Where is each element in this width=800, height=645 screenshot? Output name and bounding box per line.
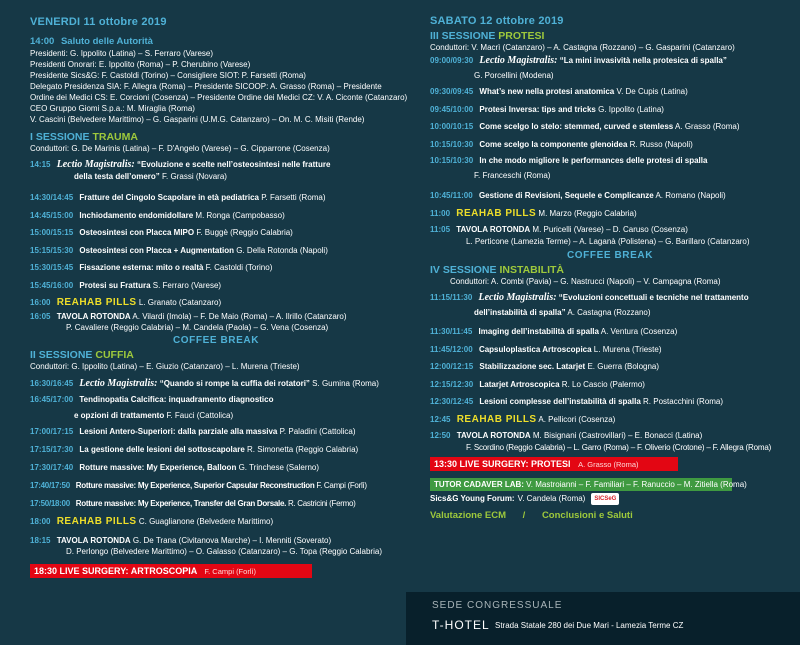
lectio-speaker: S. Gumina (Roma) bbox=[312, 379, 379, 388]
reahab-label: REAHAB PILLS bbox=[56, 516, 137, 527]
talk-time: 16:45/17:00 bbox=[30, 395, 74, 404]
talk-row bbox=[430, 118, 790, 136]
talk-time: 12:30/12:45 bbox=[430, 397, 474, 406]
tavola-names: M. Puricelli (Varese) – D. Caruso (Cosenza) bbox=[532, 225, 688, 234]
tavola-names: M. Bisignani (Castrovillari) – E. Bonacci (Latina) bbox=[532, 430, 703, 440]
lectio-label: Lectio Magistralis: bbox=[79, 378, 158, 389]
talk-speaker: A. Romano (Napoli) bbox=[655, 191, 726, 200]
lectio-title-cont: della testa dell’omero” bbox=[74, 172, 160, 181]
talk-time: 10:15/10:30 bbox=[430, 156, 474, 165]
talk-time: 09:30/09:45 bbox=[430, 87, 474, 96]
talk-time: 14:45/15:00 bbox=[30, 210, 74, 220]
talk-speaker: F. Castoldi (Torino) bbox=[205, 263, 273, 272]
talk-speaker: A. Ventura (Cosenza) bbox=[600, 327, 678, 336]
tavola-time: 12:50 bbox=[430, 430, 451, 440]
talk-time: 15:15/15:30 bbox=[30, 245, 74, 255]
session3-lectio-speaker: G. Porcellini (Modena) bbox=[474, 71, 554, 80]
session4-talks bbox=[430, 323, 790, 411]
talk-speaker: F. Buggè (Reggio Calabria) bbox=[196, 228, 293, 237]
reahab-time: 12:45 bbox=[430, 414, 451, 424]
saturday-column bbox=[430, 0, 790, 521]
talk-time: 11:45/12:00 bbox=[430, 344, 473, 354]
talk-title: Come scelgo lo stelo: stemmed, curved e stemless bbox=[479, 122, 674, 131]
session4-title bbox=[430, 264, 790, 276]
talk-time: 09:45/10:00 bbox=[430, 104, 474, 114]
reahab-time: 16:00 bbox=[30, 298, 51, 307]
session3-talks bbox=[430, 83, 790, 153]
footer-links bbox=[430, 510, 790, 521]
talk-title: Fratture del Cingolo Scapolare in età pediatrica bbox=[79, 193, 259, 202]
talk-speaker: F. Fauci (Cattolica) bbox=[166, 411, 234, 420]
reahab-speaker: M. Marzo (Reggio Calabria) bbox=[538, 209, 637, 218]
session3-lectio bbox=[430, 53, 790, 69]
session2-title bbox=[30, 349, 402, 361]
reahab-label: REAHAB PILLS bbox=[456, 413, 537, 425]
authorities-line: V. Cascini (Belvedere Marittimo) – G. Gasparini (U.M.G. Catanzaro) – On. M. C. Misiti (Rende) bbox=[30, 115, 365, 124]
talk-title: Lesioni Antero-Superiori: dalla parziale alla massiva bbox=[79, 427, 278, 436]
talk-speaker: S. Ferraro (Varese) bbox=[152, 280, 222, 290]
young-forum-label: Sics&G Young Forum: bbox=[430, 493, 515, 503]
tavola-time: 18:15 bbox=[30, 536, 51, 545]
session2-conductors: Conduttori: G. Ippolito (Latina) – E. Giuzio (Catanzaro) – L. Murena (Trieste) bbox=[30, 362, 300, 371]
talk-speaker: F. Campi (Forlì) bbox=[316, 481, 367, 490]
talk-speaker: G. Trinchese (Salerno) bbox=[238, 463, 320, 472]
talk-title: Latarjet Artroscopica bbox=[479, 379, 560, 389]
talk-row bbox=[430, 376, 790, 394]
talk-speaker: R. Russo (Napoli) bbox=[629, 139, 693, 149]
live-label: 18:30 LIVE SURGERY: ARTROSCOPIA bbox=[34, 566, 197, 576]
lectio-title: “Quando si rompe la cuffia dei rotatori” bbox=[159, 379, 310, 388]
reahab-speaker: L. Granato (Catanzaro) bbox=[138, 298, 222, 307]
talk-speaker: R. Castricini (Fermo) bbox=[287, 499, 356, 508]
talk-speaker: M. Ronga (Campobasso) bbox=[195, 210, 285, 220]
session4-tavola bbox=[430, 429, 790, 442]
talk-title: Gestione di Revisioni, Sequele e Complicanze bbox=[478, 191, 654, 200]
talk-speaker: R. Postacchini (Roma) bbox=[643, 397, 724, 406]
talk-title-cont: e opzioni di trattamento bbox=[74, 411, 165, 420]
session2-lectio bbox=[30, 376, 402, 392]
talk-time: 17:30/17:40 bbox=[30, 463, 74, 472]
talk-row bbox=[30, 441, 402, 459]
lectio-title: “Evoluzione e scelte nell’osteosintesi nelle fratture bbox=[137, 160, 331, 169]
talk-time: 11:30/11:45 bbox=[430, 327, 473, 336]
talk-title: Rotture massive: My Experience, Superior Capsular Reconstruction bbox=[75, 481, 315, 490]
session1-lectio-cont bbox=[30, 171, 402, 182]
talk-row bbox=[30, 259, 402, 277]
talk-row bbox=[30, 242, 402, 260]
talk-row bbox=[30, 224, 402, 242]
talk-time: 17:50/18:00 bbox=[30, 499, 70, 508]
reahab-time: 11:00 bbox=[430, 209, 451, 218]
lectio-title: “La mini invasività nella protesica di spalla” bbox=[559, 56, 727, 65]
session3-performances bbox=[430, 153, 790, 169]
session2-name: II SESSIONE bbox=[30, 349, 93, 361]
talk-title: Rotture massive: My Experience, Balloon bbox=[79, 463, 237, 472]
talk-time: 10:00/10:15 bbox=[430, 122, 474, 131]
talk-title: Lesioni complesse dell’instabilità di spalla bbox=[479, 397, 641, 406]
talk-speaker: G. Della Rotonda (Napoli) bbox=[236, 245, 328, 255]
tavola-label: TAVOLA ROTONDA bbox=[456, 225, 531, 234]
venue-title: SEDE CONGRESSUALE bbox=[432, 600, 563, 611]
talk-speaker: L. Murena (Trieste) bbox=[593, 344, 662, 354]
talk-speaker: P. Paladini (Cattolica) bbox=[279, 427, 356, 436]
session3-topic: PROTESI bbox=[498, 30, 545, 42]
lectio-label: Lectio Magistralis: bbox=[479, 55, 558, 66]
authorities-line: Presidenti Onorari: E. Ippolito (Roma) – P. Cherubino (Varese) bbox=[30, 60, 251, 69]
talk-speaker: G. Ippolito (Latina) bbox=[598, 104, 664, 114]
talk-row bbox=[430, 136, 790, 154]
live-speaker: F. Campi (Forlì) bbox=[204, 567, 257, 576]
talk-row bbox=[30, 277, 402, 295]
tavola-label: TAVOLA ROTONDA bbox=[56, 312, 131, 321]
session3-revisioni bbox=[430, 187, 790, 205]
lectio-title-cont: dell’instabilità di spalla” bbox=[474, 308, 566, 317]
live-surgery-protesi bbox=[430, 457, 678, 471]
talk-title: Fissazione esterna: mito o realtà bbox=[79, 263, 204, 272]
session2-tavola-cont: D. Perlongo (Belvedere Marittimo) – O. Galasso (Catanzaro) – G. Topa (Reggio Calabria) bbox=[66, 547, 382, 556]
session2-tendinopatia bbox=[30, 392, 402, 408]
talk-title: Capsuloplastica Artroscopica bbox=[478, 344, 592, 354]
friday-day-title: VENERDI 11 ottobre 2019 bbox=[30, 16, 167, 28]
lectio-speaker: F. Grassi (Novara) bbox=[162, 172, 227, 181]
reahab-label: REAHAB PILLS bbox=[56, 297, 137, 308]
talk-row bbox=[430, 323, 790, 341]
reahab-label: REAHAB PILLS bbox=[456, 208, 537, 219]
talk-row bbox=[430, 358, 790, 376]
lectio-title: “Evoluzioni concettuali e tecniche nel trattamento bbox=[558, 293, 749, 302]
young-forum bbox=[430, 493, 790, 505]
talk-row bbox=[430, 341, 790, 359]
session3-name: III SESSIONE bbox=[430, 30, 496, 42]
talk-row bbox=[30, 459, 402, 477]
session4-conductors: Conduttori: A. Combi (Pavia) – G. Nastrucci (Napoli) – V. Campagna (Roma) bbox=[450, 277, 721, 286]
talk-title: Osteosintesi con Placca MIPO bbox=[79, 228, 195, 237]
talk-time: 17:15/17:30 bbox=[30, 445, 74, 454]
talk-time: 10:15/10:30 bbox=[430, 139, 474, 149]
live-speaker: A. Grasso (Roma) bbox=[578, 459, 639, 469]
authorities-line: CEO Gruppo Giomi S.p.a.: M. Miraglia (Roma) bbox=[30, 104, 195, 113]
talk-speaker: A. Grasso (Roma) bbox=[675, 122, 740, 131]
session1-title bbox=[30, 131, 402, 143]
talk-title: Come scelgo la componente glenoidea bbox=[479, 139, 628, 149]
talk-title: Inchiodamento endomidollare bbox=[79, 210, 194, 220]
talk-row bbox=[430, 83, 790, 101]
talk-title: La gestione delle lesioni del sottoscapolare bbox=[79, 445, 245, 454]
lectio-label: Lectio Magistralis: bbox=[478, 292, 557, 303]
authorities-line: Ordine dei Medici CS: E. Corcioni (Cosenza) – Presidente Ordine dei Medici CZ: V. A. Ciconte (Catanzaro) bbox=[30, 93, 408, 102]
talk-title: Protesi Inversa: tips and tricks bbox=[479, 104, 596, 114]
session1-tavola-cont: P. Cavaliere (Reggio Calabria) – M. Candela (Paola) – G. Vena (Cosenza) bbox=[66, 323, 329, 332]
talk-title: Osteosintesi con Placca + Augmentation bbox=[79, 245, 235, 255]
lectio-time: 11:15/11:30 bbox=[430, 293, 473, 302]
separator: / bbox=[522, 509, 526, 521]
tutor-names: V. Mastroianni – F. Familiari – F. Ranuccio – M. Zitiella (Roma) bbox=[526, 479, 747, 489]
opening-row bbox=[30, 35, 402, 48]
tavola-time: 16:05 bbox=[30, 312, 51, 321]
reahab-time: 18:00 bbox=[30, 517, 51, 526]
talk-row bbox=[30, 477, 402, 495]
authorities-line: Presidenti: G. Ippolito (Latina) – S. Ferraro (Varese) bbox=[30, 49, 214, 58]
lectio-time: 16:30/16:45 bbox=[30, 379, 74, 388]
talk-row bbox=[430, 101, 790, 119]
talk-speaker: E. Guerra (Bologna) bbox=[587, 362, 660, 371]
talk-time: 15:00/15:15 bbox=[30, 228, 74, 237]
lectio-time: 09:00/09:30 bbox=[430, 56, 474, 65]
session3-reahab bbox=[430, 205, 790, 223]
session4-reahab bbox=[430, 411, 790, 429]
tavola-label: TAVOLA ROTONDA bbox=[56, 536, 131, 545]
talk-title: In che modo migliore le performances delle protesi di spalla bbox=[479, 156, 708, 165]
friday-column bbox=[30, 0, 408, 578]
session1-tavola bbox=[30, 311, 402, 322]
talk-row bbox=[30, 207, 402, 225]
reahab-speaker: C. Guaglianone (Belvedere Marittimo) bbox=[138, 517, 274, 526]
opening-title: Saluto delle Autorità bbox=[60, 36, 153, 47]
tavola-names: G. De Trana (Civitanova Marche) – I. Menniti (Soverato) bbox=[132, 536, 332, 545]
talk-speaker: V. De Cupis (Latina) bbox=[616, 87, 688, 96]
opening-authorities bbox=[30, 48, 408, 125]
conclusioni-link: Conclusioni e Saluti bbox=[541, 509, 633, 521]
venue-box bbox=[406, 592, 800, 645]
young-forum-names: V. Candela (Roma) bbox=[517, 493, 586, 503]
venue-address: Strada Statale 280 dei Due Mari - Lamezia Terme CZ bbox=[495, 621, 684, 630]
session4-lectio bbox=[430, 291, 790, 305]
session1-topic: TRAUMA bbox=[92, 131, 138, 143]
session1-talks bbox=[30, 189, 402, 294]
lectio-label: Lectio Magistralis: bbox=[56, 159, 135, 170]
saturday-day-title: SABATO 12 ottobre 2019 bbox=[430, 15, 564, 27]
session2-tavola bbox=[30, 535, 402, 546]
tutor-label: TUTOR CADAVER LAB: bbox=[434, 479, 524, 489]
session4-name: IV SESSIONE bbox=[430, 264, 497, 276]
authorities-line: Presidente Sics&G: F. Castoldi (Torino) – Consigliere SIOT: P. Farsetti (Roma) bbox=[30, 71, 306, 80]
talk-row bbox=[30, 495, 402, 513]
talk-row bbox=[30, 189, 402, 207]
tavola-names: A. Vilardi (Imola) – F. De Maio (Roma) – A. Ilrillo (Catanzaro) bbox=[132, 312, 347, 321]
tavola-time: 11:05 bbox=[430, 225, 451, 234]
talk-title: What’s new nella protesi anatomica bbox=[479, 87, 615, 96]
lectio-time: 14:15 bbox=[30, 160, 51, 169]
session4-lectio-cont bbox=[430, 305, 790, 320]
talk-speaker: P. Farsetti (Roma) bbox=[261, 193, 326, 202]
opening-time: 14:00 bbox=[30, 36, 55, 47]
session1-reahab bbox=[30, 294, 402, 311]
tutor-cadaver-lab bbox=[430, 478, 747, 491]
talk-time: 12:15/12:30 bbox=[430, 379, 474, 389]
talk-title: Rotture massive: My Experience, Transfer del Gran Dorsale. bbox=[75, 499, 287, 508]
session2-tendinopatia-cont bbox=[30, 408, 402, 423]
session2-topic: CUFFIA bbox=[95, 349, 134, 361]
authorities-line: Delegato Presidenza SIA: F. Allegra (Roma) – Presidente SICOOP: A. Grasso (Roma) – Presidente bbox=[30, 82, 382, 91]
tavola-label: TAVOLA ROTONDA bbox=[456, 430, 531, 440]
session4-tavola-cont: F. Scordino (Reggio Calabria) – L. Garro (Roma) – F. Oliverio (Crotone) – F. Allegra (Roma) bbox=[466, 442, 772, 452]
talk-time: 10:45/11:00 bbox=[430, 191, 473, 200]
coffee-break-friday: COFFEE BREAK bbox=[172, 335, 260, 346]
talk-time: 17:00/17:15 bbox=[30, 427, 74, 436]
coffee-break-saturday: COFFEE BREAK bbox=[566, 250, 654, 261]
talk-time: 14:30/14:45 bbox=[30, 193, 74, 202]
talk-title: Tendinopatia Calcifica: inquadramento diagnostico bbox=[79, 395, 274, 404]
session3-tavola bbox=[430, 223, 790, 236]
talk-time: 15:45/16:00 bbox=[30, 280, 74, 290]
session1-name: I SESSIONE bbox=[30, 131, 90, 143]
session2-talks bbox=[30, 423, 402, 513]
talk-time: 15:30/15:45 bbox=[30, 263, 74, 272]
venue-name: T-HOTEL bbox=[432, 618, 490, 632]
live-label: 13:30 LIVE SURGERY: PROTESI bbox=[434, 458, 571, 469]
session3-tavola-cont: L. Perticone (Lamezia Terme) – A. Laganà (Polistena) – G. Barillaro (Catanzaro) bbox=[466, 237, 750, 246]
talk-time: 12:00/12:15 bbox=[430, 362, 474, 371]
talk-title: Protesi su Frattura bbox=[79, 280, 151, 290]
reahab-speaker: A. Pellicori (Cosenza) bbox=[538, 414, 616, 424]
talk-title: Stabilizzazione sec. Latarjet bbox=[479, 362, 586, 371]
session3-conductors: Conduttori: V. Macrì (Catanzaro) – A. Castagna (Rozzano) – G. Gasparini (Catanzaro) bbox=[430, 43, 735, 52]
live-surgery-artroscopia bbox=[30, 564, 312, 578]
session1-conductors: Conduttori: G. De Marinis (Latina) – F. D'Angelo (Varese) – G. Cipparrone (Cosenza) bbox=[30, 144, 330, 153]
talk-speaker: R. Simonetta (Reggio Calabria) bbox=[247, 445, 359, 454]
session1-lectio bbox=[30, 158, 402, 171]
talk-title: Imaging dell’instabilità di spalla bbox=[478, 327, 599, 336]
ecm-link: Valutazione ECM bbox=[430, 509, 507, 521]
session4-topic: INSTABILITÀ bbox=[499, 264, 565, 276]
session3-title bbox=[430, 30, 790, 42]
session3-performances-speaker: F. Franceschi (Roma) bbox=[474, 171, 551, 180]
sicseg-logo: SICSeG bbox=[591, 493, 619, 505]
lectio-speaker: A. Castagna (Rozzano) bbox=[567, 308, 651, 317]
session2-reahab bbox=[30, 513, 402, 531]
talk-time: 17:40/17:50 bbox=[30, 481, 70, 490]
talk-speaker: R. Lo Cascio (Palermo) bbox=[561, 379, 645, 389]
talk-row bbox=[30, 423, 402, 441]
talk-row bbox=[430, 393, 790, 411]
